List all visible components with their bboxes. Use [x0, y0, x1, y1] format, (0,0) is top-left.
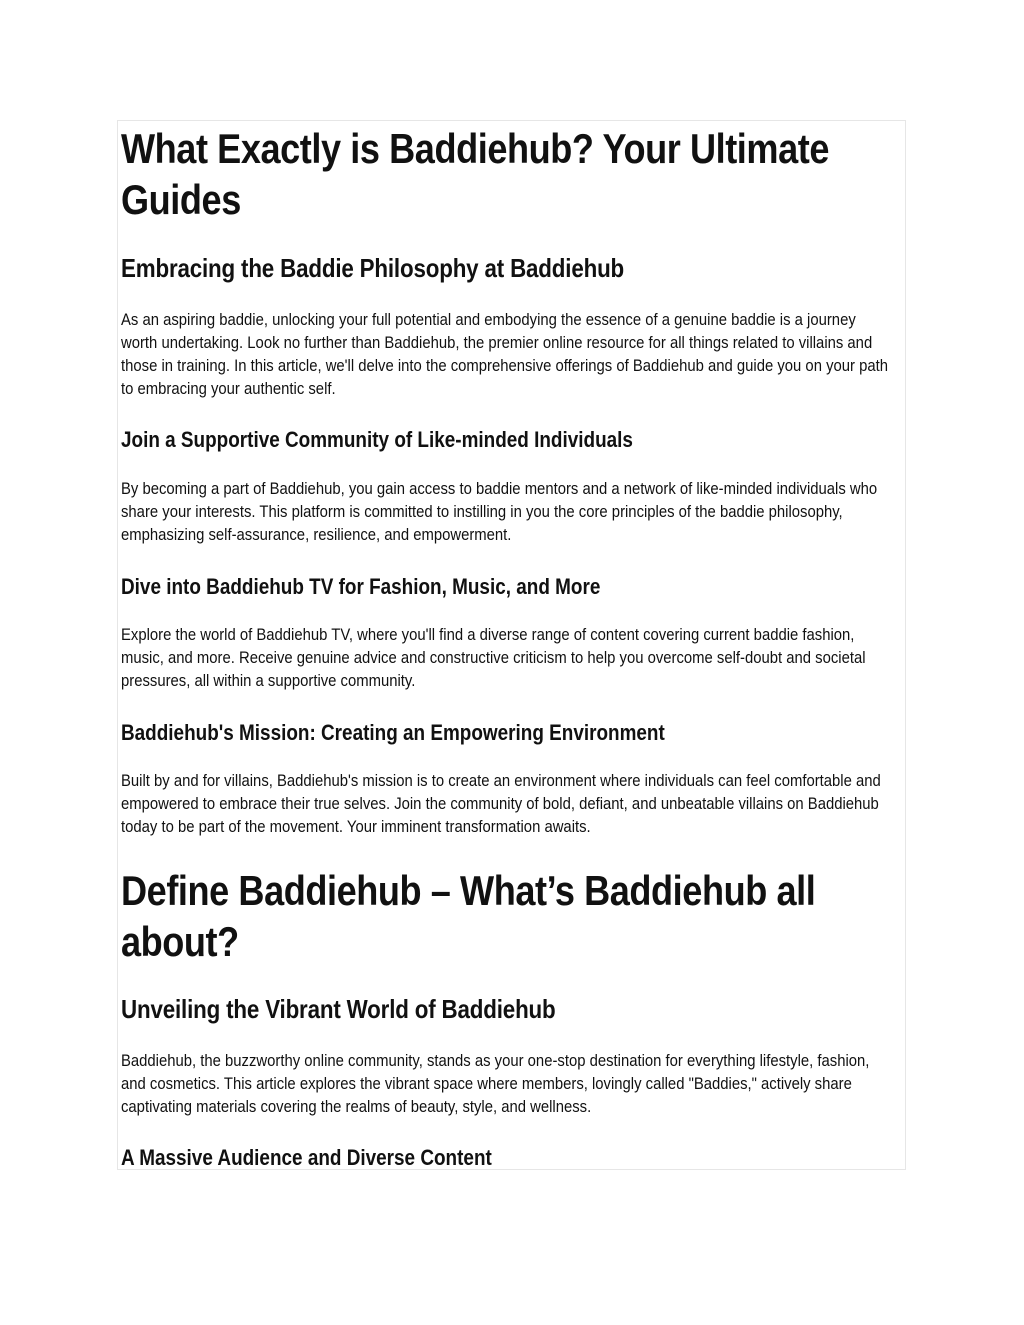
- section-heading-mission: Baddiehub's Mission: Creating an Empowering Environment: [121, 720, 665, 745]
- article-title-2: Define Baddiehub – What’s Baddiehub all about?: [121, 867, 816, 965]
- document-page-frame: [117, 120, 906, 1170]
- section-heading-vibrant: Unveiling the Vibrant World of Baddiehub: [121, 994, 556, 1024]
- section-body-embracing: As an aspiring baddie, unlocking your full potential and embodying the essence of a genuine baddie is a journey worth undertaking. Look no further than Baddiehub, the premier online resource for all things related to villains and those in training. In this article, we'll delve into the comprehensive offerings of Baddiehub and guide you on your path to embracing your authentic self.: [121, 311, 888, 398]
- section-heading-audience: A Massive Audience and Diverse Content: [121, 1145, 492, 1170]
- section-body-community: By becoming a part of Baddiehub, you gain access to baddie mentors and a network of like-minded individuals who share your interests. This platform is committed to instilling in you the core principles of the baddie philosophy, emphasizing self-assurance, resilience, and empowerment.: [121, 480, 878, 544]
- section-body-mission: Built by and for villains, Baddiehub's mission is to create an environment where individuals can feel comfortable and empowered to embrace their true selves. Join the community of bold, defiant, and unbeatable villains on Baddiehub today to be part of the movement. Your imminent transformation awaits.: [121, 772, 881, 836]
- section-body-tv: Explore the world of Baddiehub TV, where you'll find a diverse range of content covering current baddie fashion, music, and more. Receive genuine advice and constructive criticism to help you overcome self-doubt and societal pressures, all within a supportive community.: [121, 626, 866, 690]
- section-heading-embracing: Embracing the Baddie Philosophy at Baddiehub: [121, 253, 625, 283]
- section-body-vibrant: Baddiehub, the buzzworthy online community, stands as your one-stop destination for everything lifestyle, fashion, and cosmetics. This article explores the vibrant space where members, lovingly called "Baddies," actively share captivating materials covering the realms of beauty, style, and wellness.: [121, 1052, 870, 1116]
- section-heading-tv: Dive into Baddiehub TV for Fashion, Music, and More: [121, 574, 601, 599]
- section-heading-community: Join a Supportive Community of Like-minded Individuals: [121, 427, 633, 452]
- article-title: What Exactly is Baddiehub? Your Ultimate Guides: [121, 125, 830, 223]
